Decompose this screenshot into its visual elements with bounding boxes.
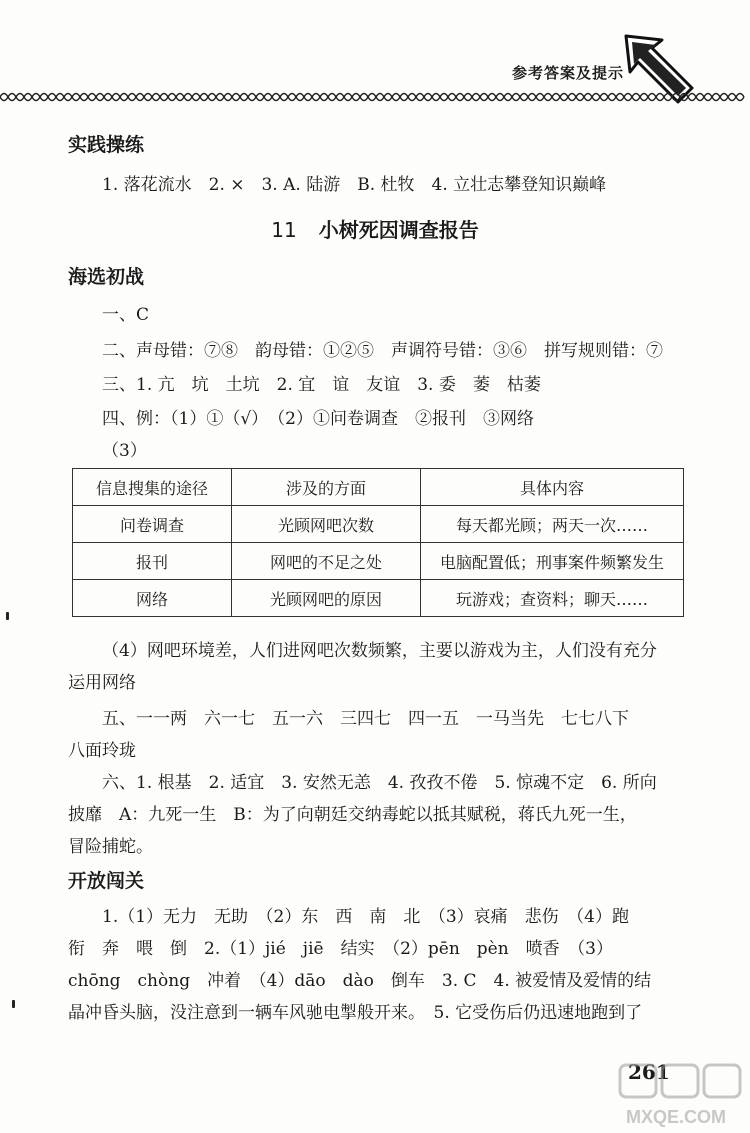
chapter-title bbox=[0, 214, 750, 243]
answer-line: 运用网络 bbox=[68, 673, 136, 693]
info-table bbox=[72, 468, 684, 617]
scan-speck bbox=[12, 1000, 15, 1008]
svg-text:MXQE.COM: MXQE.COM bbox=[626, 1107, 727, 1127]
running-header-title: 参考答案及提示 bbox=[512, 64, 625, 82]
answer-line: chōng chòng 冲着 （4）dāo dào 倒车 3. C 4. 被爱情及爱情的结 bbox=[68, 971, 652, 991]
answer-line: （3） bbox=[102, 441, 147, 461]
answer-line: 五、一一两 六一七 五一六 三四七 四一五 一马当先 七七八下 bbox=[102, 709, 629, 729]
chapter-number: 11 bbox=[271, 218, 297, 242]
answer-line: 1.（1）无力 无助 （2）东 西 南 北 （3）哀痛 悲伤 （4）跑 bbox=[102, 907, 629, 927]
answer-line: 三、1. 亢 坑 土坑 2. 宜 谊 友谊 3. 委 萎 枯萎 bbox=[102, 375, 541, 395]
answer-line: 四、例：（1）①（√） （2）①问卷调查 ②报刊 ③网络 bbox=[102, 409, 534, 429]
table-cell: 问卷调查 bbox=[73, 506, 232, 543]
table-cell: 网吧的不足之处 bbox=[232, 543, 421, 580]
table-cell: 每天都光顾；两天一次…… bbox=[421, 506, 684, 543]
table-cell: 玩游戏；查资料；聊天…… bbox=[421, 580, 684, 617]
table-cell: 电脑配置低；刑事案件频繁发生 bbox=[421, 543, 684, 580]
page-number: 261 bbox=[628, 1060, 670, 1084]
table-cell: 光顾网吧的原因 bbox=[232, 580, 421, 617]
answer-line: 晶冲昏头脑，没注意到一辆车风驰电掣般开来。 5. 它受伤后仍迅速地跑到了 bbox=[68, 1003, 643, 1023]
answer-line: 衔 奔 喂 倒 2.（1）jié jiē 结实 （2）pēn pèn 喷香 （3） bbox=[68, 939, 613, 959]
section-title-selection: 海选初战 bbox=[68, 266, 145, 288]
table-header-cell: 涉及的方面 bbox=[232, 469, 421, 506]
answer-line: 披靡 A：九死一生 B：为了向朝廷交纳毒蛇以抵其赋税，蒋氏九死一生， bbox=[68, 805, 637, 825]
table-cell: 报刊 bbox=[73, 543, 232, 580]
answer-line: 八面玲珑 bbox=[68, 741, 136, 761]
table-header-row bbox=[73, 469, 684, 506]
table-header-cell: 具体内容 bbox=[421, 469, 684, 506]
answer-line: 二、声母错：⑦⑧ 韵母错：①②⑤ 声调符号错：③⑥ 拼写规则错：⑦ bbox=[102, 341, 663, 361]
table-row bbox=[73, 506, 684, 543]
section-title-open: 开放闯关 bbox=[68, 870, 145, 892]
table-row bbox=[73, 580, 684, 617]
chapter-name: 小树死因调查报告 bbox=[318, 218, 479, 242]
answer-line: （4）网吧环境差，人们进网吧次数频繁，主要以游戏为主，人们没有充分 bbox=[102, 641, 657, 661]
answer-line: 冒险捕蛇。 bbox=[68, 837, 153, 857]
table-header-cell: 信息搜集的途径 bbox=[73, 469, 232, 506]
scan-speck bbox=[6, 612, 9, 620]
watermark-logo bbox=[616, 1059, 746, 1129]
section-title-practice: 实践操练 bbox=[68, 134, 145, 156]
table-row bbox=[73, 543, 684, 580]
table-cell: 网络 bbox=[73, 580, 232, 617]
decorative-header-rule bbox=[0, 90, 750, 104]
table-cell: 光顾网吧次数 bbox=[232, 506, 421, 543]
answer-line: 一、C bbox=[102, 305, 150, 325]
answer-line: 六、1. 根基 2. 适宜 3. 安然无恙 4. 孜孜不倦 5. 惊魂不定 6. 所向 bbox=[102, 773, 657, 793]
practice-answers: 1. 落花流水 2. × 3. A. 陆游 B. 杜牧 4. 立壮志攀登知识巅峰 bbox=[102, 175, 607, 195]
